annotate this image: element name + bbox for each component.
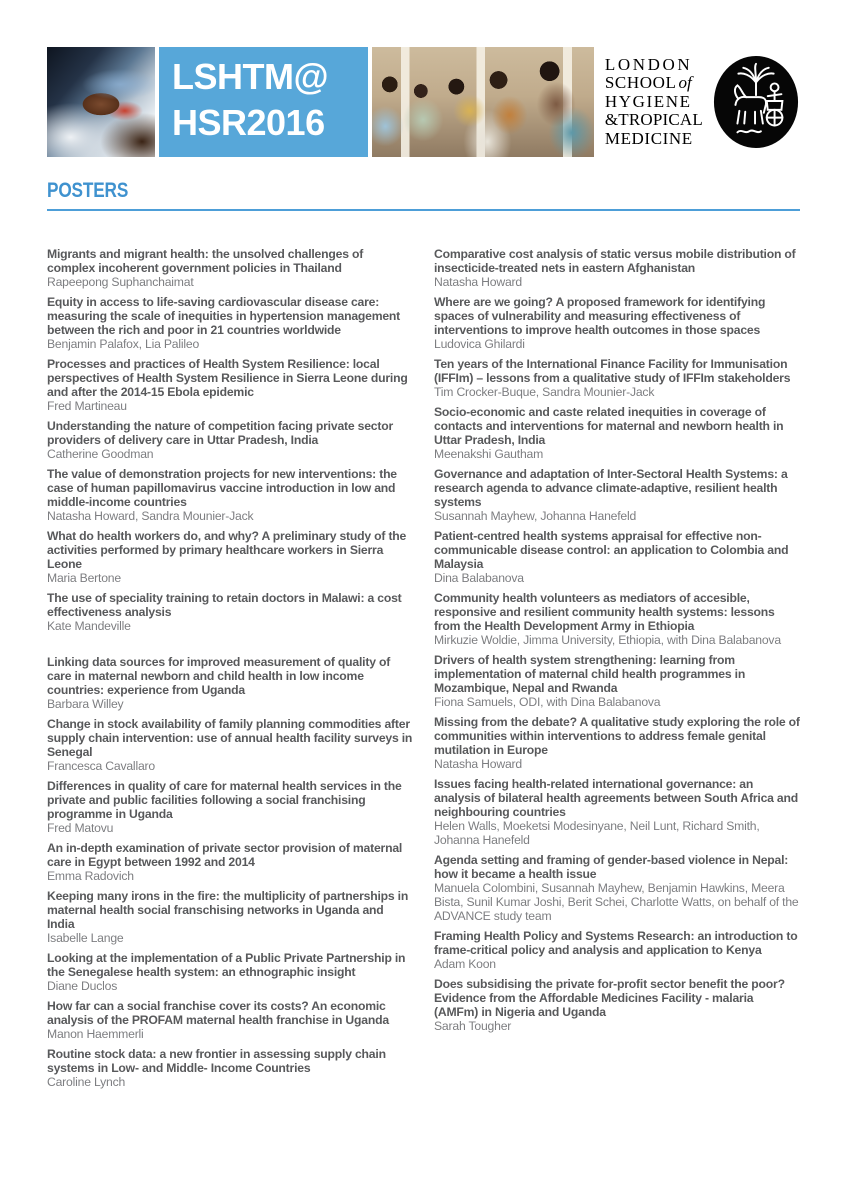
poster-entry (434, 247, 800, 289)
poster-entry (47, 889, 413, 945)
poster-authors: Dina Balabanova (434, 571, 524, 585)
poster-title: Change in stock availability of family planning commodities after supply chain intervention: use of annual health facility surveys in Senegal (47, 717, 413, 759)
poster-entry (434, 715, 800, 771)
poster-authors: Tim Crocker-Buque, Sandra Mounier-Jack (434, 385, 655, 399)
poster-authors: Sarah Tougher (434, 1019, 512, 1033)
poster-title: Does subsidising the private for-profit sector benefit the poor? Evidence from the Affordable Medicines Facility - malaria (AMFm) in Nigeria and Uganda (434, 977, 785, 1019)
poster-entry (47, 295, 413, 351)
poster-title: Comparative cost analysis of static versus mobile distribution of insecticide-treated nets in eastern Afghanistan (434, 247, 796, 275)
poster-title: Keeping many irons in the fire: the multiplicity of partnerships in maternal health social franschising networks in Uganda and India (47, 889, 409, 931)
poster-entry (47, 357, 413, 413)
logo-line-medicine: MEDICINE (604, 128, 693, 148)
poster-title: What do health workers do, and why? A preliminary study of the activities performed by primary healthcare workers in Sierra Leone (47, 529, 407, 571)
poster-title: Socio-economic and caste related inequities in coverage of contacts and interventions for maternal and newborn health in Uttar Pradesh, India (434, 405, 784, 447)
poster-authors: Kate Mandeville (47, 619, 131, 633)
poster-title: Where are we going? A proposed framework for identifying spaces of vulnerability and measuring effectiveness of interventions to improve health outcomes in those spaces (434, 295, 766, 337)
logo-word-school: SCHOOL (604, 73, 677, 93)
poster-title: Framing Health Policy and Systems Research: an introduction to frame-critical policy and analysis and application to Kenya (434, 929, 798, 957)
poster-authors: Caroline Lynch (47, 1075, 126, 1089)
poster-entry (434, 295, 800, 351)
poster-entry (434, 929, 800, 971)
poster-authors: Ludovica Ghilardi (434, 337, 525, 351)
poster-title: How far can a social franchise cover its costs? An economic analysis of the PROFAM maternal health franchise in Uganda (47, 999, 389, 1027)
lshtm-logo (605, 47, 800, 157)
lshtm-emblem-icon (712, 54, 800, 150)
poster-authors: Diane Duclos (47, 979, 118, 993)
poster-entry (47, 841, 413, 883)
poster-entry (47, 529, 413, 585)
poster-title: The use of speciality training to retain doctors in Malawi: a cost effectiveness analysis (47, 591, 402, 619)
poster-list (47, 247, 800, 1095)
poster-authors: Isabelle Lange (47, 931, 124, 945)
posters-column-left (47, 247, 413, 1095)
poster-entry (47, 247, 413, 289)
section-divider (47, 209, 800, 211)
poster-entry (434, 777, 800, 847)
poster-authors: Maria Bertone (47, 571, 121, 585)
poster-authors: Fiona Samuels, ODI, with Dina Balabanova (434, 695, 661, 709)
logo-line-london: LONDON (604, 54, 693, 74)
poster-title: Routine stock data: a new frontier in assessing supply chain systems in Low- and Middle- Income Countries (47, 1047, 386, 1075)
poster-entry (47, 655, 413, 711)
poster-authors: Benjamin Palafox, Lia Palileo (47, 337, 200, 351)
poster-authors: Catherine Goodman (47, 447, 154, 461)
lab-test-photo (47, 47, 155, 157)
poster-title: Processes and practices of Health System Resilience: local perspectives of Health System Resilience in Sierra Leone during and after the 2014-15 Ebola epidemic (47, 357, 408, 399)
poster-title: Drivers of health system strengthening: learning from implementation of maternal child health programmes in Mozambique, Nepal and Rwanda (434, 653, 746, 695)
poster-title: Ten years of the International Finance Facility for Immunisation (IFFIm) – lessons from a qualitative study of IFFIm stakeholders (434, 357, 791, 385)
poster-entry (434, 405, 800, 461)
poster-entry (47, 1047, 413, 1089)
poster-title: Community health volunteers as mediators of accesible, responsive and resilient community health systems: lessons from the Health Development Army in Ethiopia (434, 591, 775, 633)
poster-authors: Natasha Howard (434, 275, 522, 289)
poster-entry (47, 467, 413, 523)
page-title: POSTERS (47, 179, 129, 202)
poster-authors: Manuela Colombini, Susannah Mayhew, Benjamin Hawkins, Meera Bista, Sunil Kumar Joshi, Berit Schei, Charlotte Watts, on behalf of the ADVANCE study team (434, 881, 799, 923)
lshtm-logo-text (605, 56, 703, 148)
poster-title: Migrants and migrant health: the unsolved challenges of complex incoherent government policies in Thailand (47, 247, 364, 275)
poster-title: Equity in access to life-saving cardiovascular disease care: measuring the scale of inequities in hypertension management between the rich and poor in 21 countries worldwide (47, 295, 401, 337)
poster-authors: Fred Matovu (47, 821, 114, 835)
poster-entry (47, 591, 413, 633)
poster-authors: Rapeepong Suphanchaimat (47, 275, 194, 289)
poster-title: Agenda setting and framing of gender-based violence in Nepal: how it became a health issue (434, 853, 789, 881)
poster-title: An in-depth examination of private sector provision of maternal care in Egypt between 1992 and 2014 (47, 841, 403, 869)
poster-title: Governance and adaptation of Inter-Sectoral Health Systems: a research agenda to advance climate-adaptive, resilient health systems (434, 467, 788, 509)
poster-authors: Helen Walls, Moeketsi Modesinyane, Neil Lunt, Richard Smith, Johanna Hanefeld (434, 819, 760, 847)
logo-line-hygiene: HYGIENE (604, 91, 692, 111)
poster-entry (47, 999, 413, 1041)
poster-entry (434, 467, 800, 523)
logo-word-of: of (678, 73, 692, 93)
poster-title: The value of demonstration projects for new interventions: the case of human papillomavirus vaccine introduction in low and middle-income countries (47, 467, 397, 509)
poster-authors: Emma Radovich (47, 869, 134, 883)
banner-title-line1: LSHTM@ (172, 56, 329, 97)
poster-authors: Fred Martineau (47, 399, 127, 413)
poster-authors: Susannah Mayhew, Johanna Hanefeld (434, 509, 637, 523)
poster-authors: Meenakshi Gautham (434, 447, 544, 461)
clinic-waiting-photo (372, 47, 594, 157)
poster-entry (47, 951, 413, 993)
poster-title: Missing from the debate? A qualitative study exploring the role of communities within interventions to address female genital mutilation in Europe (434, 715, 800, 757)
poster-authors: Manon Haemmerli (47, 1027, 144, 1041)
poster-authors: Natasha Howard, Sandra Mounier-Jack (47, 509, 254, 523)
poster-authors: Francesca Cavallaro (47, 759, 155, 773)
poster-entry (434, 653, 800, 709)
poster-entry (434, 591, 800, 647)
header (47, 47, 800, 157)
posters-column-right (434, 247, 800, 1095)
poster-title: Looking at the implementation of a Public Private Partnership in the Senegalese health system: an ethnographic insight (47, 951, 406, 979)
poster-title: Understanding the nature of competition facing private sector providers of delivery care in Uttar Pradesh, India (47, 419, 394, 447)
poster-title: Patient-centred health systems appraisal for effective non-communicable disease control: an application to Colombia and Malaysia (434, 529, 789, 571)
poster-entry (434, 977, 800, 1033)
poster-title: Linking data sources for improved measurement of quality of care in maternal newborn and child health in low income countries: experience from Uganda (47, 655, 391, 697)
poster-title: Issues facing health-related international governance: an analysis of bilateral health agreements between South Africa and neighbouring countries (434, 777, 798, 819)
poster-entry (434, 853, 800, 923)
poster-entry (434, 529, 800, 585)
poster-authors: Barbara Willey (47, 697, 124, 711)
logo-line-tropical: &TROPICAL (604, 110, 703, 130)
poster-authors: Natasha Howard (434, 757, 522, 771)
poster-entry (47, 779, 413, 835)
poster-entry (434, 357, 800, 399)
banner-title-line2: HSR2016 (172, 102, 325, 143)
logo-line-school-of (605, 74, 703, 92)
poster-title: Differences in quality of care for maternal health services in the private and public facilities following a social franchising programme in Uganda (47, 779, 402, 821)
poster-authors: Adam Koon (434, 957, 496, 971)
poster-entry (47, 419, 413, 461)
event-banner (159, 47, 368, 157)
poster-authors: Mirkuzie Woldie, Jimma University, Ethiopia, with Dina Balabanova (434, 633, 781, 647)
poster-entry (47, 717, 413, 773)
